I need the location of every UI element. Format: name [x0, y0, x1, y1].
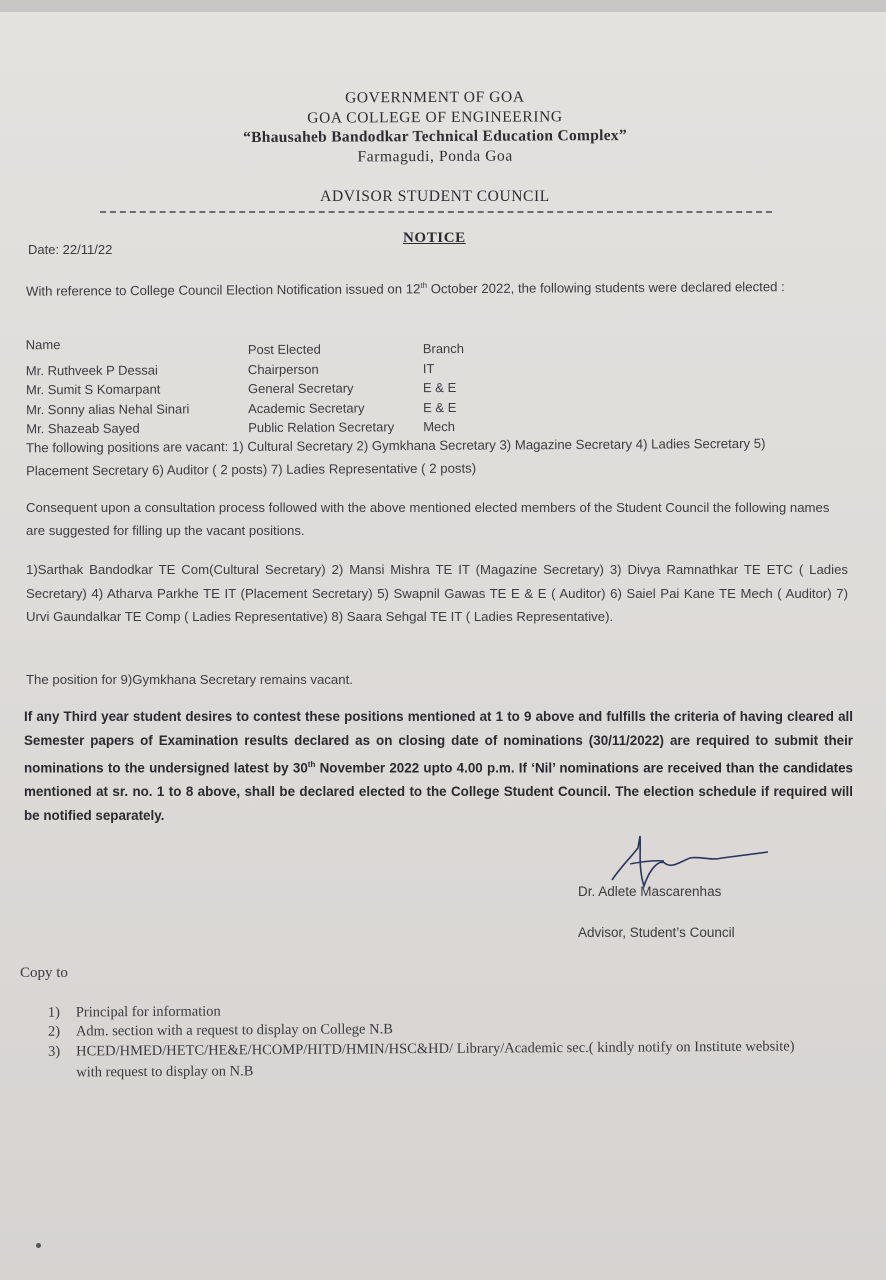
table-cell-name: Mr. Sumit S Komarpant: [25, 381, 161, 398]
table-header-name: Name: [25, 337, 61, 353]
header-divider: [100, 211, 772, 213]
table-cell-name: Mr. Ruthveek P Dessai: [25, 362, 158, 378]
copy-item-text: HCED/HMED/HETC/HE&E/HCOMP/HITD/HMIN/HSC&HD/ Library/Academic sec.( kindly notify on Institute website) with request to display on N.B: [76, 1038, 795, 1081]
table-cell-branch: Mech: [423, 419, 456, 435]
table-cell-post: Public Relation Secretary: [248, 419, 395, 436]
elected-table: [26, 335, 504, 441]
copy-item-number: 1): [47, 1004, 60, 1021]
table-cell-post: Academic Secretary: [248, 399, 365, 416]
notice-title: NOTICE: [403, 230, 466, 246]
table-row: [26, 360, 503, 382]
notice-date: Date: 22/11/22: [28, 242, 113, 257]
signatory-name: Dr. Adlete Mascarenhas: [578, 884, 722, 899]
table-header-branch: Branch: [422, 340, 465, 357]
copy-item-number: 3): [48, 1043, 61, 1060]
top-shadow-strip: [0, 0, 886, 12]
copy-item-text: Principal for information: [75, 1003, 221, 1021]
vacant-positions-paragraph: The following positions are vacant: 1) Cultural Secretary 2) Gymkhana Secretary 3) Magazine Secretary 4) Ladies Secretary 5) Placement Secretary 6) Auditor ( 2 posts) 7) Ladies Representative ( 2 posts): [25, 435, 766, 479]
header-line-address: Farmagudi, Ponda Goa: [357, 147, 513, 166]
signatory-designation: Advisor, Student’s Council: [578, 925, 735, 940]
suggested-names-paragraph: 1)Sarthak Bandodkar TE Com(Cultural Secretary) 2) Mansi Mishra TE IT (Magazine Secretary) 3) Divya Ramnathkar TE ETC ( Ladies Secretary) 4) Atharva Parkhe TE IT (Placement Secretary) 5) Swapnil Gawas TE E & E ( Auditor) 6) Saiel Pai Kane TE Mech ( Auditor) 7) Urvi Gaundalkar TE Comp ( Ladies Representative) 8) Saara Sehgal TE IT ( Ladies Representative).: [26, 562, 848, 624]
gymkhana-vacant-paragraph: The position for 9)Gymkhana Secretary remains vacant.: [26, 672, 353, 687]
intro-paragraph: [26, 272, 796, 303]
nomination-text-start: If any Third year student desires to contest these positions mentioned at 1 to 9 above and fulfills the criteria of having cleared all Semester papers of Examination results declared as on closing date of nominations (30/11/2022) are required to submit their nominations to the undersigned latest by 30: [24, 709, 853, 776]
consultation-paragraph: Consequent upon a consultation process followed with the above mentioned elected members of the Student Council the following names are suggested for filling up the vacant positions.: [26, 500, 830, 538]
table-cell-name: Mr. Sonny alias Nehal Sinari: [26, 400, 190, 417]
letterhead: [140, 86, 730, 168]
table-cell-name: Mr. Shazeab Sayed: [26, 420, 140, 437]
header-line-college: GOA COLLEGE OF ENGINEERING: [307, 108, 563, 127]
nomination-text-end: November 2022 upto 4.00 p.m. If ‘Nil’ nominations are received than the candidates mentioned at sr. no. 1 to 8 above, shall be declared elected to the College Student Council. The election schedule if required will be notified separately.: [24, 760, 854, 824]
punch-dot: [36, 1243, 41, 1248]
table-cell-branch: E & E: [423, 399, 457, 415]
list-item: [48, 1036, 818, 1083]
header-line-government: GOVERNMENT OF GOA: [345, 88, 525, 107]
intro-text-start: With reference to College Council Election Notification issued on 12: [25, 281, 421, 299]
table-cell-branch: IT: [422, 360, 435, 376]
table-cell-post: Chairperson: [247, 361, 319, 377]
intro-text-end: October 2022, the following students were declared elected :: [427, 279, 785, 297]
table-cell-post: General Secretary: [247, 380, 354, 397]
table-cell-branch: E & E: [422, 379, 457, 396]
intro-superscript: th: [420, 280, 428, 290]
office-name: ADVISOR STUDENT COUNCIL: [320, 188, 550, 205]
copy-item-text: Adm. section with a request to display on College N.B: [75, 1021, 393, 1040]
table-row: [26, 399, 503, 421]
nomination-superscript: th: [307, 760, 316, 769]
table-row: [26, 380, 503, 402]
header-line-complex: “Bhausaheb Bandodkar Technical Education Complex”: [243, 126, 628, 147]
table-header-post: Post Elected: [247, 341, 321, 358]
copy-to-heading: Copy to: [20, 965, 68, 981]
nomination-paragraph: [24, 705, 853, 828]
copy-to-list: [48, 998, 819, 1083]
copy-item-number: 2): [47, 1023, 61, 1040]
table-header-row: [26, 335, 503, 363]
